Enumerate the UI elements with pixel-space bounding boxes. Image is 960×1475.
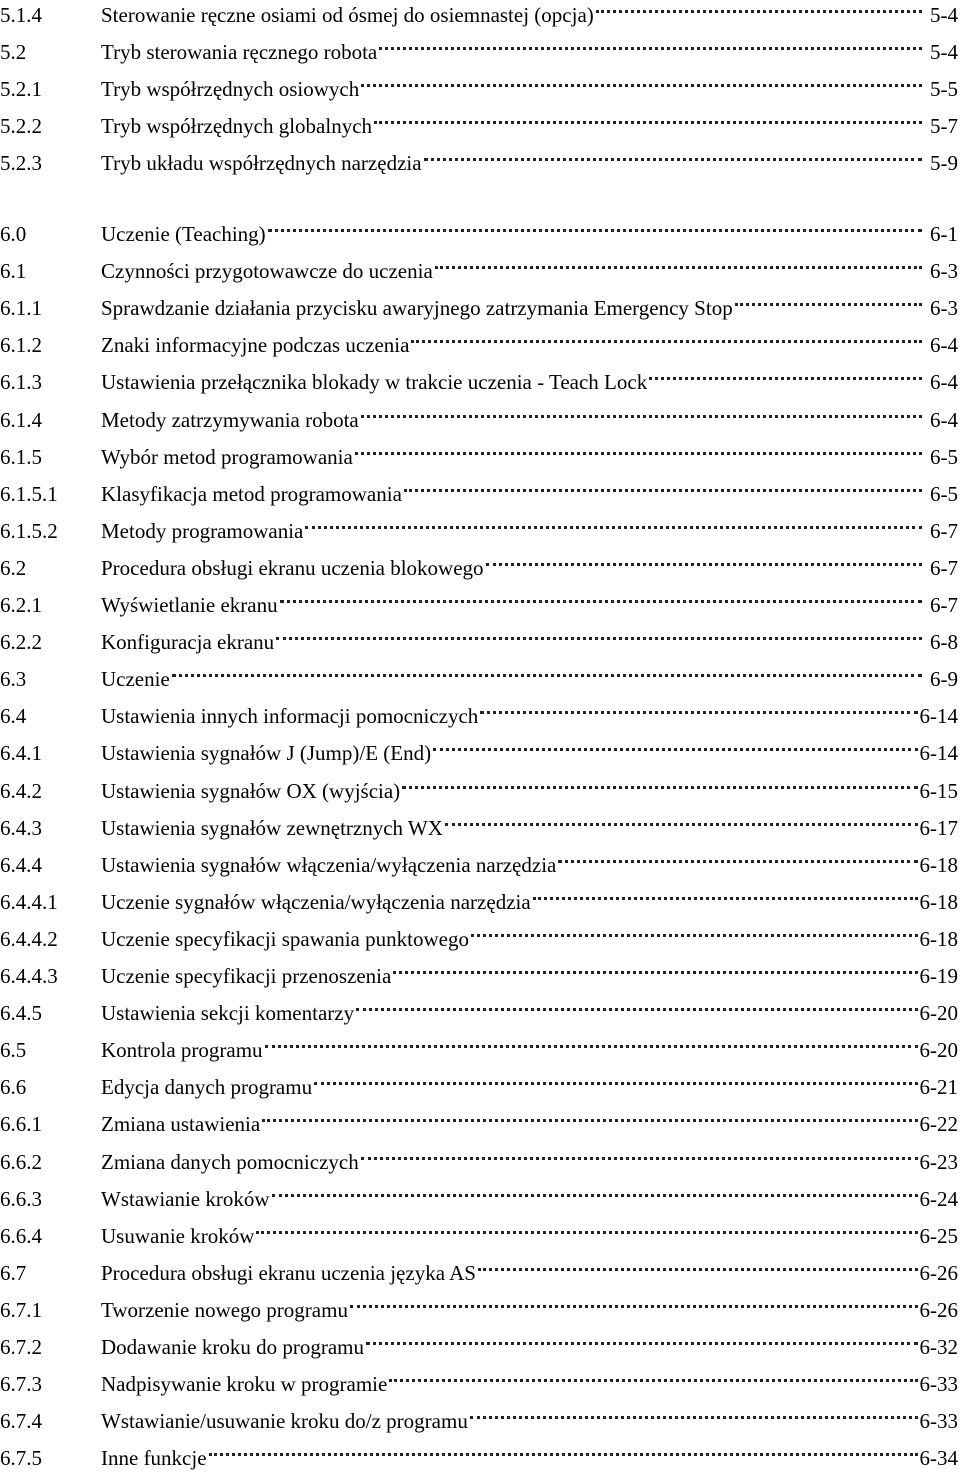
section-title: Wstawianie kroków	[101, 1182, 270, 1216]
dot-leader	[209, 1452, 918, 1456]
toc-entry[interactable]	[0, 1256, 960, 1290]
dot-leader	[445, 822, 918, 826]
page-number: 6-7	[924, 588, 960, 622]
section-title: Procedura obsługi ekranu uczenia języka AS	[101, 1256, 476, 1290]
section-number: 6.6.4	[0, 1219, 101, 1253]
page-number: 5-5	[924, 72, 960, 106]
page-number: 6-17	[920, 811, 960, 845]
page-number: 6-1	[924, 217, 960, 251]
dot-leader	[486, 562, 922, 566]
section-title: Ustawienia sygnałów zewnętrznych WX	[101, 811, 443, 845]
section-title: Metody zatrzymywania robota	[101, 403, 359, 437]
section-title: Ustawienia sygnałów OX (wyjścia)	[101, 774, 400, 808]
dot-leader	[433, 747, 917, 751]
dot-leader	[350, 1304, 918, 1308]
section-number: 6.1.5	[0, 440, 101, 474]
toc-entry[interactable]	[0, 514, 960, 548]
dot-leader	[374, 120, 922, 124]
page-number: 6-26	[920, 1293, 960, 1327]
dot-leader	[314, 1081, 917, 1085]
section-title: Zmiana ustawienia	[101, 1107, 260, 1141]
page-number: 6-4	[924, 365, 960, 399]
toc-entry[interactable]	[0, 440, 960, 474]
toc-entry[interactable]	[0, 922, 960, 956]
section-number: 6.7.5	[0, 1441, 101, 1475]
page-number: 6-21	[920, 1070, 960, 1104]
page-number: 6-15	[920, 774, 960, 808]
toc-entry[interactable]	[0, 72, 960, 106]
toc-entry[interactable]	[0, 109, 960, 143]
dot-leader	[389, 1378, 917, 1382]
section-number: 6.6.3	[0, 1182, 101, 1216]
section-title: Ustawienia sygnałów J (Jump)/E (End)	[101, 736, 431, 770]
section-title: Tryb współrzędnych osiowych	[101, 72, 359, 106]
toc-entry[interactable]	[0, 1330, 960, 1364]
section-title: Metody programowania	[101, 514, 303, 548]
section-title: Ustawienia sekcji komentarzy	[101, 996, 354, 1030]
toc-entry[interactable]	[0, 588, 960, 622]
section-title: Inne funkcje	[101, 1441, 207, 1475]
dot-leader	[366, 1341, 917, 1345]
toc-entry[interactable]	[0, 1404, 960, 1438]
section-number: 6.2.2	[0, 625, 101, 659]
toc-entry[interactable]	[0, 1219, 960, 1253]
page-number: 6-32	[920, 1330, 960, 1364]
dot-leader	[404, 488, 922, 492]
dot-leader	[402, 785, 917, 789]
dot-leader	[268, 228, 922, 232]
section-number: 6.4.3	[0, 811, 101, 845]
section-title: Uczenie specyfikacji spawania punktowego	[101, 922, 469, 956]
section-number: 6.4.4.2	[0, 922, 101, 956]
section-number: 5.2.1	[0, 72, 101, 106]
page-number: 6-3	[924, 291, 960, 325]
section-number: 6.1.5.1	[0, 477, 101, 511]
section-number: 6.0	[0, 217, 101, 251]
toc-entry[interactable]	[0, 328, 960, 362]
section-title: Ustawienia innych informacji pomocniczych	[101, 699, 478, 733]
section-title: Sterowanie ręczne osiami od ósmej do osiemnastej (opcja)	[101, 0, 594, 32]
section-title: Edycja danych programu	[101, 1070, 312, 1104]
page-number: 6-5	[924, 477, 960, 511]
section-title: Uczenie	[101, 662, 170, 696]
dot-leader	[478, 1267, 918, 1271]
toc-entry[interactable]	[0, 959, 960, 993]
page-number: 6-3	[924, 254, 960, 288]
section-title: Wstawianie/usuwanie kroku do/z programu	[101, 1404, 468, 1438]
section-number: 5.2.3	[0, 146, 101, 180]
toc-entry[interactable]	[0, 885, 960, 919]
section-number: 6.1.3	[0, 365, 101, 399]
section-number: 6.1	[0, 254, 101, 288]
dot-leader	[256, 1230, 917, 1234]
page-number: 5-4	[924, 0, 960, 32]
dot-leader	[735, 302, 922, 306]
section-number: 6.6.2	[0, 1145, 101, 1179]
section-number: 6.4.4.3	[0, 959, 101, 993]
section-title: Klasyfikacja metod programowania	[101, 477, 402, 511]
toc-entry[interactable]	[0, 736, 960, 770]
toc-entry[interactable]	[0, 774, 960, 808]
page-number: 6-5	[924, 440, 960, 474]
toc-entry[interactable]	[0, 1107, 960, 1141]
dot-leader	[305, 525, 922, 529]
toc-entry[interactable]	[0, 1033, 960, 1067]
section-number: 6.2	[0, 551, 101, 585]
toc-entry[interactable]	[0, 662, 960, 696]
dot-leader	[435, 265, 922, 269]
section-title: Sprawdzanie działania przycisku awaryjnego zatrzymania Emergency Stop	[101, 291, 733, 325]
section-title: Ustawienia przełącznika blokady w trakcie uczenia - Teach Lock	[101, 365, 647, 399]
section-title: Tworzenie nowego programu	[101, 1293, 348, 1327]
dot-leader	[361, 1156, 918, 1160]
toc-entry[interactable]	[0, 551, 960, 585]
section-title: Nadpisywanie kroku w programie	[101, 1367, 387, 1401]
section-title: Zmiana danych pomocniczych	[101, 1145, 359, 1179]
page-number: 6-34	[920, 1441, 960, 1475]
dot-leader	[480, 710, 917, 714]
toc-entry[interactable]	[0, 217, 960, 251]
dot-leader	[272, 1193, 918, 1197]
page-number: 6-4	[924, 328, 960, 362]
page-number: 6-19	[920, 959, 960, 993]
section-title: Dodawanie kroku do programu	[101, 1330, 364, 1364]
page-number: 6-18	[920, 885, 960, 919]
toc-entry[interactable]	[0, 291, 960, 325]
section-title: Tryb współrzędnych globalnych	[101, 109, 372, 143]
page-number: 6-8	[924, 625, 960, 659]
page-number: 6-24	[920, 1182, 960, 1216]
section-title: Konfiguracja ekranu	[101, 625, 274, 659]
dot-leader	[393, 970, 917, 974]
page-number: 6-23	[920, 1145, 960, 1179]
page-number: 6-7	[924, 514, 960, 548]
toc-entry[interactable]	[0, 1182, 960, 1216]
page-number: 6-9	[924, 662, 960, 696]
dot-leader	[361, 83, 922, 87]
toc-entry[interactable]	[0, 848, 960, 882]
dot-leader	[470, 1415, 918, 1419]
toc-entry[interactable]	[0, 365, 960, 399]
section-number: 6.1.5.2	[0, 514, 101, 548]
toc-entry[interactable]	[0, 477, 960, 511]
section-title: Procedura obsługi ekranu uczenia blokowego	[101, 551, 484, 585]
section-number: 6.1.4	[0, 403, 101, 437]
section-number: 6.5	[0, 1033, 101, 1067]
section-number: 6.4.1	[0, 736, 101, 770]
dot-leader	[361, 414, 922, 418]
toc-entry[interactable]	[0, 996, 960, 1030]
section-title: Ustawienia sygnałów włączenia/wyłączenia narzędzia	[101, 848, 556, 882]
dot-leader	[649, 376, 922, 380]
dot-leader	[355, 451, 922, 455]
page-number: 5-9	[924, 146, 960, 180]
section-number: 6.4.4	[0, 848, 101, 882]
section-title: Uczenie sygnałów włączenia/wyłączenia narzędzia	[101, 885, 531, 919]
section-number: 6.4.4.1	[0, 885, 101, 919]
section-number: 6.1.2	[0, 328, 101, 362]
page-number: 6-7	[924, 551, 960, 585]
toc-entry[interactable]	[0, 1293, 960, 1327]
section-number: 6.7.4	[0, 1404, 101, 1438]
page-number: 6-20	[920, 996, 960, 1030]
section-number: 6.4.5	[0, 996, 101, 1030]
toc-entry[interactable]	[0, 146, 960, 180]
page-number: 5-4	[924, 35, 960, 69]
section-title: Wyświetlanie ekranu	[101, 588, 278, 622]
dot-leader	[172, 673, 922, 677]
toc-entry[interactable]	[0, 254, 960, 288]
dot-leader	[262, 1118, 917, 1122]
page-number: 6-18	[920, 848, 960, 882]
page-number: 6-26	[920, 1256, 960, 1290]
toc-entry[interactable]	[0, 811, 960, 845]
dot-leader	[356, 1007, 917, 1011]
page-number: 6-25	[920, 1219, 960, 1253]
section-title: Tryb sterowania ręcznego robota	[101, 35, 377, 69]
dot-leader	[276, 636, 922, 640]
section-title: Usuwanie kroków	[101, 1219, 254, 1253]
dot-leader	[379, 46, 922, 50]
section-title: Uczenie (Teaching)	[101, 217, 266, 251]
section-number: 5.2	[0, 35, 101, 69]
section-title: Tryb układu współrzędnych narzędzia	[101, 146, 422, 180]
dot-leader	[411, 339, 922, 343]
dot-leader	[280, 599, 922, 603]
section-number: 6.4.2	[0, 774, 101, 808]
section-title: Znaki informacyjne podczas uczenia	[101, 328, 409, 362]
section-number: 6.7.1	[0, 1293, 101, 1327]
page-number: 6-14	[920, 736, 960, 770]
toc-entry[interactable]	[0, 1367, 960, 1401]
section-number: 6.2.1	[0, 588, 101, 622]
dot-leader	[471, 933, 918, 937]
toc-entry[interactable]	[0, 625, 960, 659]
toc-entry[interactable]	[0, 0, 960, 32]
toc-entry[interactable]	[0, 1070, 960, 1104]
dot-leader	[533, 896, 918, 900]
section-number: 5.1.4	[0, 0, 101, 32]
toc-entry[interactable]	[0, 699, 960, 733]
dot-leader	[596, 9, 922, 13]
page-number: 6-22	[920, 1107, 960, 1141]
page-number: 6-18	[920, 922, 960, 956]
section-number: 6.7.2	[0, 1330, 101, 1364]
section-number: 6.6	[0, 1070, 101, 1104]
section-title: Czynności przygotowawcze do uczenia	[101, 254, 433, 288]
section-title: Wybór metod programowania	[101, 440, 353, 474]
toc-entry[interactable]	[0, 1145, 960, 1179]
page-number: 6-14	[920, 699, 960, 733]
page-number: 6-4	[924, 403, 960, 437]
toc-entry[interactable]	[0, 35, 960, 69]
section-number: 5.2.2	[0, 109, 101, 143]
section-number: 6.7.3	[0, 1367, 101, 1401]
dot-leader	[265, 1044, 918, 1048]
page-number: 6-33	[920, 1404, 960, 1438]
toc-entry[interactable]	[0, 403, 960, 437]
section-number: 6.3	[0, 662, 101, 696]
section-number: 6.1.1	[0, 291, 101, 325]
dot-leader	[424, 157, 922, 161]
section-title: Kontrola programu	[101, 1033, 263, 1067]
page-number: 6-20	[920, 1033, 960, 1067]
section-number: 6.4	[0, 699, 101, 733]
section-number: 6.6.1	[0, 1107, 101, 1141]
section-title: Uczenie specyfikacji przenoszenia	[101, 959, 391, 993]
page-number: 5-7	[924, 109, 960, 143]
section-number: 6.7	[0, 1256, 101, 1290]
toc-entry[interactable]	[0, 1441, 960, 1475]
page-number: 6-33	[920, 1367, 960, 1401]
dot-leader	[558, 859, 917, 863]
